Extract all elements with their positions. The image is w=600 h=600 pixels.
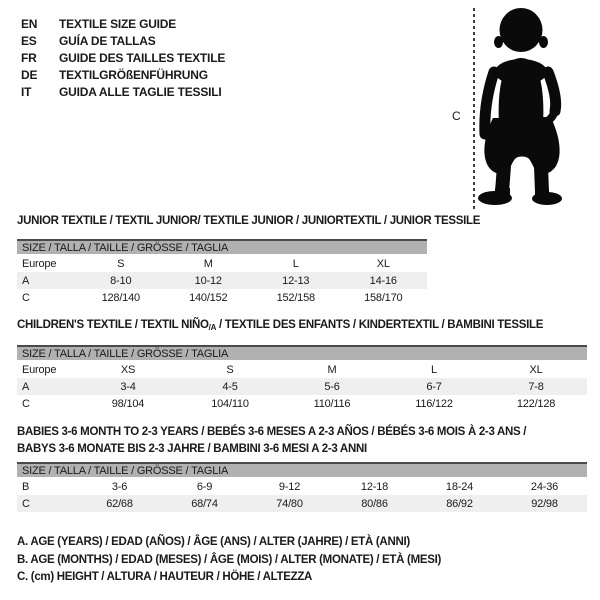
table-row-age [17, 272, 427, 289]
size-cell: 10-12 [165, 272, 253, 289]
size-cell: 14-16 [340, 272, 428, 289]
section-title-children-sub: /A [208, 323, 217, 332]
row-label: Europe [22, 363, 57, 376]
size-cell: 6-7 [383, 378, 485, 395]
table-header-row [17, 346, 587, 361]
size-cell: M [327, 363, 337, 376]
size-cell: 9-12 [278, 480, 301, 493]
size-cell: 110/116 [313, 397, 351, 410]
size-cell: XL [529, 363, 543, 376]
size-cell: L [292, 257, 299, 270]
language-title: TEXTILE SIZE GUIDE [59, 17, 177, 31]
section-title-children-part1: CHILDREN'S TEXTILE / TEXTIL NIÑO [17, 319, 209, 331]
table-row-height [17, 495, 587, 512]
language-code: DE [21, 68, 38, 82]
size-cell: 4-5 [179, 378, 281, 395]
size-cell: L [431, 363, 437, 376]
size-cell: 6-9 [196, 480, 213, 493]
language-title: GUIDA ALLE TAGLIE TESSILI [59, 85, 222, 99]
size-cell: 104/110 [211, 397, 249, 410]
size-cell: 8-10 [77, 272, 165, 289]
row-label: C [22, 291, 30, 304]
table-row-height [17, 289, 427, 306]
toddler-silhouette-icon [475, 8, 570, 205]
row-label: Europe [22, 257, 57, 270]
size-cell: 140/152 [189, 291, 228, 304]
row-label: A [17, 378, 77, 395]
table-row-europe [17, 255, 427, 273]
table-row-height [17, 395, 587, 412]
language-code: IT [21, 85, 32, 99]
size-cell: 86/92 [417, 495, 502, 512]
size-cell: S [117, 257, 125, 270]
size-cell: 128/140 [101, 291, 140, 304]
size-cell: XS [120, 363, 136, 376]
size-cell: 62/68 [77, 495, 162, 512]
table-header-row [17, 240, 427, 255]
language-row-it [21, 84, 225, 101]
height-figure [440, 6, 590, 211]
size-cell: 68/74 [162, 495, 247, 512]
size-cell: S [226, 363, 234, 376]
footnote-a: A. AGE (YEARS) / EDAD (AÑOS) / ÂGE (ANS) / ALTER (JAHRE) / ETÀ (ANNI) [17, 536, 410, 548]
babies-size-table [17, 462, 587, 512]
language-title: GUIDE DES TAILLES TEXTILE [59, 51, 226, 65]
table-row-age-months [17, 478, 587, 496]
size-cell: 152/158 [276, 291, 315, 304]
junior-size-table [17, 239, 427, 306]
children-size-table [17, 345, 587, 412]
footnote-c: C. (cm) HEIGHT / ALTURA / HAUTEUR / HÖHE / ALTEZZA [17, 571, 313, 583]
size-cell: M [203, 257, 213, 270]
size-cell: 158/170 [364, 291, 403, 304]
size-cell: 3-4 [77, 378, 179, 395]
section-title-children [17, 319, 543, 332]
language-code: ES [21, 34, 37, 48]
section-title-babies-line1: BABIES 3-6 MONTH TO 2-3 YEARS / BEBÉS 3-6 MESES A 2-3 AÑOS / BÉBÉS 3-6 MOIS À 2-3 ANS / [17, 426, 527, 438]
size-cell: 12-18 [360, 480, 389, 493]
size-cell: 92/98 [502, 495, 587, 512]
language-row-es [21, 33, 225, 50]
section-title-children-part2: / TEXTILE DES ENFANTS / KINDERTEXTIL / BAMBINI TESSILE [216, 319, 544, 331]
language-row-fr [21, 50, 225, 67]
size-cell: 7-8 [485, 378, 587, 395]
size-cell: 24-36 [530, 480, 559, 493]
row-label: A [17, 272, 77, 289]
size-cell: 12-13 [252, 272, 340, 289]
language-title: TEXTILGRÖßENFÜHRUNG [59, 68, 208, 82]
section-title-junior: JUNIOR TEXTILE / TEXTIL JUNIOR/ TEXTILE JUNIOR / JUNIORTEXTIL / JUNIOR TESSILE [17, 215, 481, 227]
size-cell: 98/104 [111, 397, 145, 410]
size-cell: 3-6 [111, 480, 128, 493]
footnotes [17, 534, 441, 587]
size-cell: 116/122 [415, 397, 453, 410]
language-row-en [21, 16, 225, 33]
table-header-row [17, 463, 587, 478]
section-title-babies-line2: BABYS 3-6 MONATE BIS 2-3 JAHRE / BAMBINI 3-6 MESI A 2-3 ANNI [17, 443, 367, 455]
language-title: GUÍA DE TALLAS [59, 34, 156, 48]
table-row-europe [17, 361, 587, 379]
language-code: EN [21, 17, 38, 31]
language-code: FR [21, 51, 37, 65]
size-cell: 5-6 [281, 378, 383, 395]
size-cell: 18-24 [445, 480, 474, 493]
row-label: C [17, 495, 77, 512]
size-cell: XL [376, 257, 390, 270]
size-cell: 74/80 [247, 495, 332, 512]
height-measure-label: C [452, 109, 461, 123]
footnote-b: B. AGE (MONTHS) / EDAD (MESES) / ÂGE (MOIS) / ALTER (MONATE) / ETÀ (MESI) [17, 553, 442, 566]
size-header-label: SIZE / TALLA / TAILLE / GRÖSSE / TAGLIA [17, 463, 587, 478]
size-header-label: SIZE / TALLA / TAILLE / GRÖSSE / TAGLIA [17, 346, 587, 361]
size-cell: 80/86 [332, 495, 417, 512]
language-title-list [21, 16, 225, 101]
row-label: C [22, 397, 30, 410]
language-row-de [21, 67, 225, 84]
row-label: B [22, 480, 30, 493]
size-header-label: SIZE / TALLA / TAILLE / GRÖSSE / TAGLIA [17, 240, 427, 255]
section-title-babies [17, 424, 526, 458]
table-row-age [17, 378, 587, 395]
size-cell: 122/128 [516, 397, 556, 410]
